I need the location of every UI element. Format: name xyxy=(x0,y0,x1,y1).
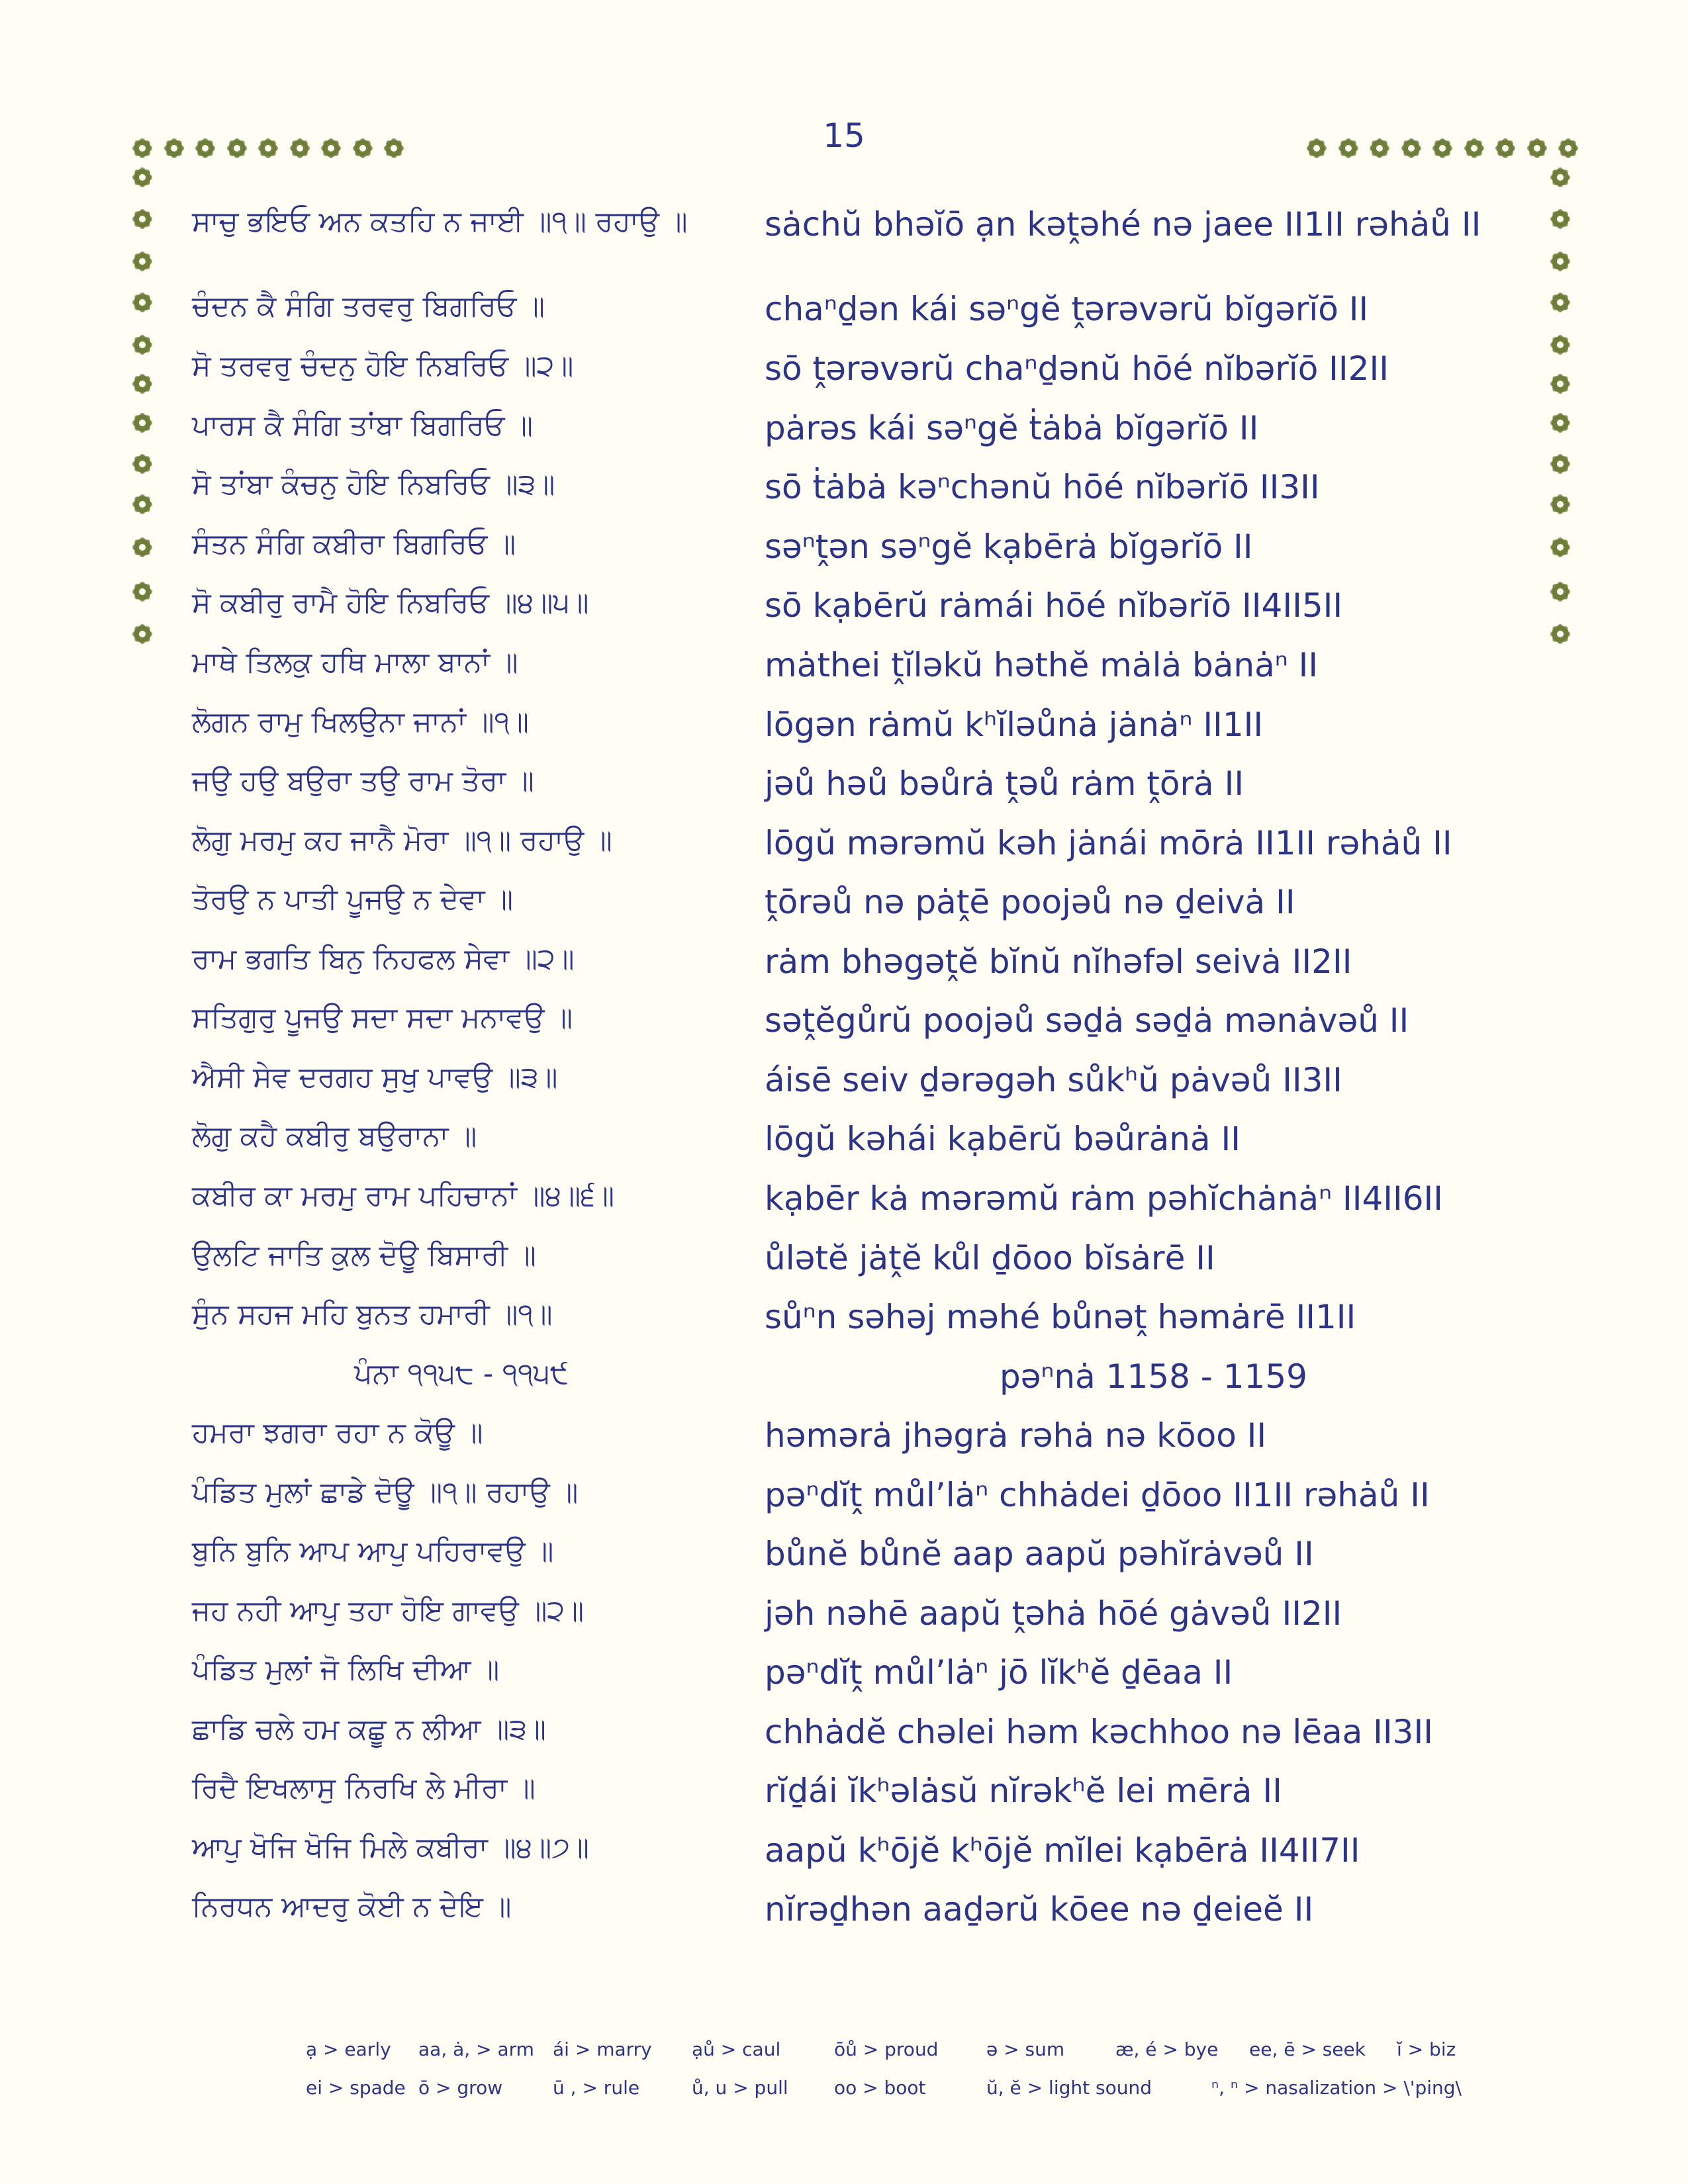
verse-row xyxy=(0,290,1688,343)
transliteration-text: sȧchŭ bhəĭō ạn kəṱəhé nə jaee II1II rəhȧů II xyxy=(765,205,1481,244)
legend-item: ŭ, ĕ > light sound xyxy=(986,2077,1152,2099)
gurmukhi-text: ਚੰਦਨ ਕੈ ਸੰਗਿ ਤਰਵਰੁ ਬਿਗਰਿਓ ॥ xyxy=(192,290,545,323)
page-number: 15 xyxy=(823,116,865,155)
verse-row xyxy=(0,1772,1688,1825)
legend-item: ə > sum xyxy=(986,2038,1065,2060)
verse-row xyxy=(0,883,1688,936)
legend-item: ⁿ, ⁿ > nasalization > \'ping\ xyxy=(1211,2077,1462,2099)
transliteration-text: jəh nəhē aapŭ ṱəhȧ hōé gȧvəů II2II xyxy=(765,1594,1342,1633)
transliteration-text: bůnĕ bůnĕ aap aapŭ pəhĭrȧvəů II xyxy=(765,1535,1314,1573)
transliteration-text: sō ṫȧbȧ kəⁿchənŭ hōé nĭbərĭō II3II xyxy=(765,468,1320,506)
verse-row xyxy=(0,1179,1688,1232)
verse-row xyxy=(0,1653,1688,1706)
gurmukhi-text: ਪੰਡਿਤ ਮੁਲਾਂ ਜੋ ਲਿਖਿ ਦੀਆ ॥ xyxy=(192,1653,500,1686)
flower-ornament-icon xyxy=(1340,140,1357,157)
verse-row xyxy=(0,646,1688,699)
verse-row xyxy=(0,824,1688,877)
verse-row xyxy=(0,1476,1688,1529)
gurmukhi-text: ਪਾਰਸ ਕੈ ਸੰਗਿ ਤਾਂਬਾ ਬਿਗਰਿਓ ॥ xyxy=(192,409,534,442)
verse-row xyxy=(0,205,1688,258)
gurmukhi-text: ਸੁੰਨ ਸਹਜ ਮਹਿ ਬੁਨਤ ਹਮਾਰੀ ॥੧॥ xyxy=(192,1298,553,1331)
flower-ornament-icon xyxy=(1308,140,1325,157)
gurmukhi-text: ਸੋ ਤਰਵਰੁ ਚੰਦਨੁ ਹੋਇ ਨਿਬਰਿਓ ॥੨॥ xyxy=(192,349,574,383)
flower-ornament-icon xyxy=(1403,140,1420,157)
legend-item: aa, ȧ, > arm xyxy=(418,2038,534,2060)
transliteration-text: ṱōrəů nə pȧṱē poojəů nə ḏeivȧ II xyxy=(765,883,1295,921)
transliteration-text: pəⁿdĭṱ můl’lȧⁿ jō lĭkʰĕ ḏēaa II xyxy=(765,1653,1233,1692)
gurmukhi-text: ਹਮਰਾ ਝਗਰਾ ਰਹਾ ਨ ਕੋਊ ॥ xyxy=(192,1416,483,1449)
gurmukhi-text: ਸਾਚੁ ਭਇਓ ਅਨ ਕਤਹਿ ਨ ਜਾਈ ॥੧॥ ਰਹਾਉ ॥ xyxy=(192,205,688,238)
transliteration-text: chaⁿḏən kái səⁿgĕ ṱərəvərŭ bĭgərĭō II xyxy=(765,290,1369,328)
gurmukhi-text: ਜਹ ਨਹੀ ਆਪੁ ਤਹਾ ਹੋਇ ਗਾਵਉ ॥੨॥ xyxy=(192,1594,585,1627)
transliteration-text: ůlətĕ jȧṱĕ kůl ḏōoo bĭsȧrē II xyxy=(765,1239,1215,1277)
verse-row xyxy=(0,942,1688,995)
gurmukhi-text: ਲੋਗੁ ਮਰਮੁ ਕਹ ਜਾਨੈ ਮੋਰਾ ॥੧॥ ਰਹਾਉ ॥ xyxy=(192,824,612,857)
flower-ornament-icon xyxy=(1560,140,1577,157)
transliteration-text: lōgŭ mərəmŭ kəh jȧnái mōrȧ II1II rəhȧů II xyxy=(765,824,1452,862)
transliteration-text: áisē seiv ḏərəgəh sůkʰŭ pȧvəů II3II xyxy=(765,1061,1342,1099)
verse-row xyxy=(0,1120,1688,1173)
gurmukhi-text: ਬੁਨਿ ਬੁਨਿ ਆਪ ਆਪੁ ਪਹਿਰਾਵਉ ॥ xyxy=(192,1535,554,1568)
legend-item: ạů > caul xyxy=(692,2038,781,2060)
gurmukhi-text: ਕਬੀਰ ਕਾ ਮਰਮੁ ਰਾਮ ਪਹਿਚਾਨਾਂ ॥੪॥੬॥ xyxy=(192,1179,615,1212)
verse-row xyxy=(0,705,1688,758)
transliteration-text: sō ṱərəvərŭ chaⁿḏənŭ hōé nĭbərĭō II2II xyxy=(765,349,1389,388)
gurmukhi-text: ਤੋਰਉ ਨ ਪਾਤੀ ਪੂਜਉ ਨ ਦੇਵਾ ॥ xyxy=(192,883,514,916)
gurmukhi-text: ਪੰਨਾ ੧੧੫੮ - ੧੧੫੯ xyxy=(354,1357,569,1390)
gurmukhi-text: ਸਤਿਗੁਰੁ ਪੂਜਉ ਸਦਾ ਸਦਾ ਮਨਾਵਉ ॥ xyxy=(192,1001,573,1034)
verse-row xyxy=(0,349,1688,402)
flower-ornament-icon xyxy=(228,140,246,157)
verse-row xyxy=(0,468,1688,521)
gurmukhi-text: ਨਿਰਧਨ ਆਦਰੁ ਕੋਈ ਨ ਦੇਇ ॥ xyxy=(192,1890,512,1923)
gurmukhi-text: ਜਉ ਹਉ ਬਉਰਾ ਤਉ ਰਾਮ ਤੋਰਾ ॥ xyxy=(192,764,534,797)
legend-item: oo > boot xyxy=(834,2077,926,2099)
flower-ornament-icon xyxy=(291,140,308,157)
flower-ornament-icon xyxy=(1434,140,1451,157)
gurmukhi-text: ਛਾਡਿ ਚਲੇ ਹਮ ਕਛੂ ਨ ਲੀਆ ॥੩॥ xyxy=(192,1713,546,1746)
transliteration-text: mȧthei ṱĭləkŭ həthĕ mȧlȧ bȧnȧⁿ II xyxy=(765,646,1319,684)
transliteration-text: sō kạbērŭ rȧmái hōé nĭbərĭō II4II5II xyxy=(765,586,1343,625)
verse-row xyxy=(0,1239,1688,1292)
transliteration-text: səⁿṱən səⁿgĕ kạbērȧ bĭgərĭō II xyxy=(765,527,1253,566)
flower-ornament-icon xyxy=(1528,140,1546,157)
gurmukhi-text: ਰਾਮ ਭਗਤਿ ਬਿਨੁ ਨਿਹਫਲ ਸੇਵਾ ॥੨॥ xyxy=(192,942,575,976)
verse-row xyxy=(0,1890,1688,1943)
legend-item: ōů > proud xyxy=(834,2038,939,2060)
gurmukhi-text: ਲੋਗੁ ਕਹੈ ਕਬੀਰੁ ਬਉਰਾਨਾ ॥ xyxy=(192,1120,477,1153)
verse-row xyxy=(0,409,1688,462)
legend-item: ei > spade xyxy=(306,2077,406,2099)
transliteration-text: pəⁿnȧ 1158 - 1159 xyxy=(1000,1357,1307,1396)
flower-ornament-icon xyxy=(354,140,371,157)
gurmukhi-text: ਉਲਟਿ ਜਾਤਿ ਕੁਲ ਦੋਊ ਬਿਸਾਰੀ ॥ xyxy=(192,1239,536,1272)
legend-item: ū , > rule xyxy=(553,2077,640,2099)
gurmukhi-text: ਮਾਥੇ ਤਿਲਕੁ ਹਥਿ ਮਾਲਾ ਬਾਨਾਂ ॥ xyxy=(192,646,518,679)
gurmukhi-text: ਸੰਤਨ ਸੰਗਿ ਕਬੀਰਾ ਬਿਗਰਿਓ ॥ xyxy=(192,527,516,561)
transliteration-text: nĭrəḏhən aaḏərŭ kōee nə ḏeieĕ II xyxy=(765,1890,1314,1929)
transliteration-text: aapŭ kʰōjĕ kʰōjĕ mĭlei kạbērȧ II4II7II xyxy=(765,1831,1360,1870)
transliteration-text: rĭḏái ĭkʰəlȧsŭ nĭrəkʰĕ lei mērȧ II xyxy=(765,1772,1282,1810)
transliteration-text: səṱĕgůrŭ poojəů səḏȧ səḏȧ mənȧvəů II xyxy=(765,1001,1409,1040)
gurmukhi-text: ਰਿਦੈ ਇਖਲਾਸੁ ਨਿਰਖਿ ਲੇ ਮੀਰਾ ॥ xyxy=(192,1772,536,1805)
flower-ornament-icon xyxy=(197,140,214,157)
gurmukhi-text: ਲੋਗਨ ਰਾਮੁ ਖਿਲਉਨਾ ਜਾਨਾਂ ॥੧॥ xyxy=(192,705,529,739)
verse-row xyxy=(0,1298,1688,1351)
transliteration-text: lōgŭ kəhái kạbērŭ bəůrȧnȧ II xyxy=(765,1120,1241,1158)
transliteration-text: rȧm bhəgəṱĕ bĭnŭ nĭhəfəl seivȧ II2II xyxy=(765,942,1352,981)
flower-ornament-icon xyxy=(134,169,151,186)
flower-ornament-icon xyxy=(1371,140,1388,157)
flower-ornament-icon xyxy=(1552,169,1569,186)
flower-ornament-icon xyxy=(322,140,340,157)
gurmukhi-text: ਪੰਡਿਤ ਮੁਲਾਂ ਛਾਡੇ ਦੋਊ ॥੧॥ ਰਹਾਉ ॥ xyxy=(192,1476,579,1509)
verse-row xyxy=(0,1594,1688,1647)
transliteration-text: pȧrəs kái səⁿgĕ ṫȧbȧ bĭgərĭō II xyxy=(765,409,1259,447)
transliteration-text: həmərȧ jhəgrȧ rəhȧ nə kōoo II xyxy=(765,1416,1267,1455)
verse-row xyxy=(0,1061,1688,1114)
flower-ornament-icon xyxy=(1497,140,1514,157)
transliteration-text: jəů həů bəůrȧ ṱəů rȧm ṱōrȧ II xyxy=(765,764,1244,803)
legend-item: ů, u > pull xyxy=(692,2077,788,2099)
transliteration-text: chhȧdĕ chəlei həm kəchhoo nə lēaa II3II xyxy=(765,1713,1433,1751)
verse-row xyxy=(0,1001,1688,1054)
verse-row xyxy=(0,1535,1688,1588)
legend-item: ạ > early xyxy=(306,2038,391,2060)
transliteration-text: lōgən rȧmŭ kʰĭləůnȧ jȧnȧⁿ II1II xyxy=(765,705,1264,744)
verse-row xyxy=(0,1713,1688,1766)
flower-ornament-icon xyxy=(165,140,183,157)
page-reference-row xyxy=(0,1357,1688,1410)
flower-ornament-icon xyxy=(1466,140,1483,157)
verse-row xyxy=(0,586,1688,639)
verse-row xyxy=(0,1416,1688,1469)
flower-ornament-icon xyxy=(259,140,277,157)
transliteration-text: pəⁿdĭṱ můl’lȧⁿ chhȧdei ḏōoo II1II rəhȧů II xyxy=(765,1476,1430,1514)
gurmukhi-text: ਐਸੀ ਸੇਵ ਦਰਗਹ ਸੁਖੁ ਪਾਵਉ ॥੩॥ xyxy=(192,1061,558,1094)
legend-item: ee, ē > seek xyxy=(1249,2038,1366,2060)
verse-row xyxy=(0,527,1688,580)
legend-item: æ, é > bye xyxy=(1115,2038,1219,2060)
gurmukhi-text: ਆਪੁ ਖੋਜਿ ਖੋਜਿ ਮਿਲੇ ਕਬੀਰਾ ॥੪॥੭॥ xyxy=(192,1831,589,1864)
flower-ornament-icon xyxy=(134,140,151,157)
transliteration-text: sůⁿn səhəj məhé bůnəṱ həmȧrē II1II xyxy=(765,1298,1356,1336)
verse-row xyxy=(0,1831,1688,1884)
flower-ornament-icon xyxy=(385,140,402,157)
legend-item: ĭ > biz xyxy=(1397,2038,1456,2060)
gurmukhi-text: ਸੋ ਕਬੀਰੁ ਰਾਮੈ ਹੋਇ ਨਿਬਰਿਓ ॥੪॥੫॥ xyxy=(192,586,589,619)
verse-row xyxy=(0,764,1688,817)
legend-item: ō > grow xyxy=(418,2077,503,2099)
transliteration-text: kạbēr kȧ mərəmŭ rȧm pəhĭchȧnȧⁿ II4II6II xyxy=(765,1179,1444,1218)
gurmukhi-text: ਸੋ ਤਾਂਬਾ ਕੰਚਨੁ ਹੋਇ ਨਿਬਰਿਓ ॥੩॥ xyxy=(192,468,555,501)
legend-item: ái > marry xyxy=(553,2038,652,2060)
